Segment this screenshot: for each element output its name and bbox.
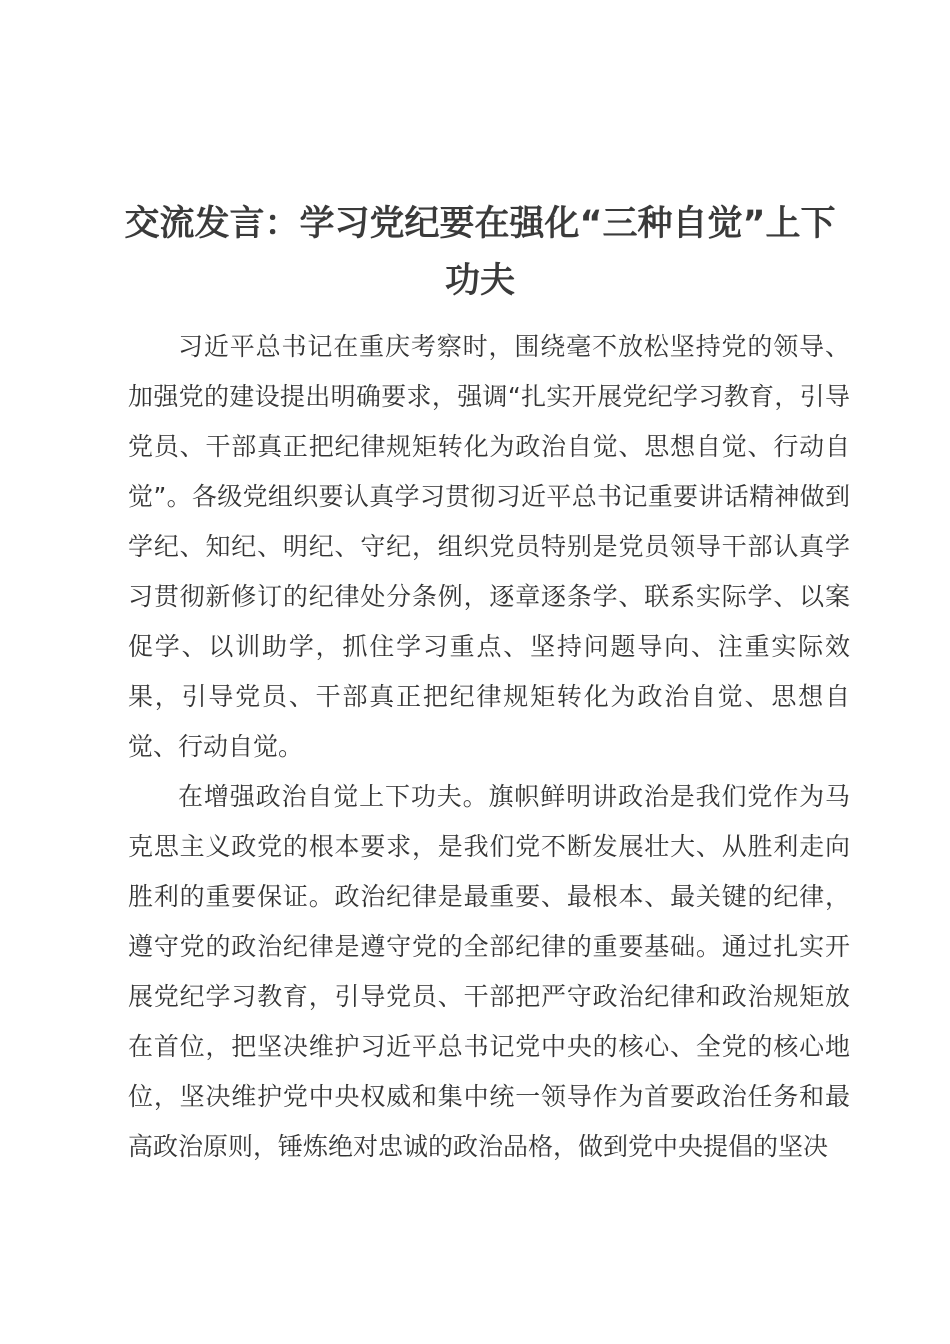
paragraph-1: 习近平总书记在重庆考察时，围绕毫不放松坚持党的领导、加强党的建设提出明确要求，强调“扎实开展党纪学习教育，引导党员、干部真正把纪律规矩转化为政治自觉、思想自觉、行动自觉”。各级党组织要认真学习贯彻习近平总书记重要讲话精神做到学纪、知纪、明纪、守纪，组织党员特别是党员领导干部认真学习贯彻新修订的纪律处分条例，逐章逐条学、联系实际学、以案促学、以训助学，抓住学习重点、坚持问题导向、注重实际效果，引导党员、干部真正把纪律规矩转化为政治自觉、思想自觉、行动自觉。 [128,332,850,761]
paragraph-2: 在增强政治自觉上下功夫。旗帜鲜明讲政治是我们党作为马克思主义政党的根本要求，是我们党不断发展壮大、从胜利走向胜利的重要保证。政治纪律是最重要、最根本、最关键的纪律，遵守党的政治纪律是遵守党的全部纪律的重要基础。通过扎实开展党纪学习教育，引导党员、干部把严守政治纪律和政治规矩放在首位，把坚决维护习近平总书记党中央的核心、全党的核心地位，坚决维护党中央权威和集中统一领导作为首要政治任务和最高政治原则，锤炼绝对忠诚的政治品格，做到党中央提倡的坚决 [128,782,850,1161]
document-body [128,322,850,1172]
document-title: 交流发言：学习党纪要在强化“三种自觉”上下功夫 [124,204,836,301]
